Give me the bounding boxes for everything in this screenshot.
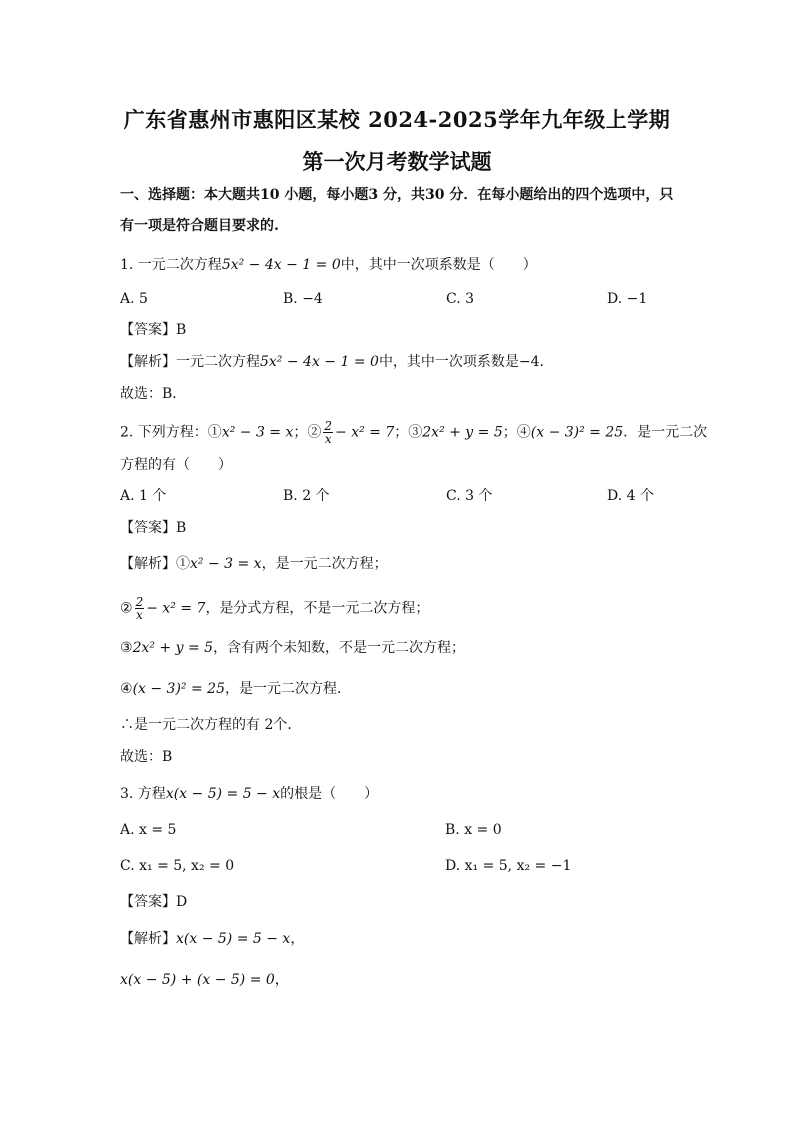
q3-stem <box>120 785 378 803</box>
q2-a4-equation: (x − 3)² = 25 <box>132 681 225 697</box>
q2-stem-prefix: 2. 下列方程：① <box>120 424 222 441</box>
q2-a4-suffix: ，是一元二次方程． <box>224 681 351 697</box>
q3-analysis-2 <box>120 971 289 989</box>
q2-a1-prefix: 【解析】① <box>120 556 190 572</box>
q2-eq1: x² − 3 = x <box>221 424 294 441</box>
q3-answer: 【答案】D <box>120 894 188 910</box>
q2-a3-prefix: ③ <box>120 640 133 656</box>
q2-analysis-3 <box>120 639 465 657</box>
q1-stem <box>120 256 537 274</box>
section-heading-line1: 一、选择题：本大题共10 小题，每小题3 分，共30 分．在每小题给出的四个选项中，只 <box>120 187 674 203</box>
q2-eq3: 2x² + y = 5 <box>422 424 503 441</box>
q2-a1-equation: x² − 3 = x <box>190 556 262 572</box>
q3-analysis-1 <box>120 930 304 948</box>
q2-eq4: (x − 3)² = 25 <box>530 424 624 441</box>
q2-a1-suffix: ，是一元二次方程； <box>261 556 388 572</box>
q2-fraction <box>323 420 333 445</box>
page-subtitle: 第一次月考数学试题 <box>302 149 492 174</box>
q1-stem-suffix: 中，其中一次项系数是（ ） <box>340 257 537 273</box>
q2-stem-end: ．是一元二次 <box>623 424 708 441</box>
q3-a2-suffix: ， <box>274 972 289 988</box>
q2-conclusion: ∴是一元二次方程的有 2个． <box>120 717 302 733</box>
q2-a2-fraction-numerator: 2 <box>135 595 144 609</box>
q1-option-a: A. 5 <box>120 291 148 307</box>
q1-equation: 5x² − 4x − 1 = 0 <box>221 257 341 273</box>
q2-a2-suffix: ，是分式方程，不是一元二次方程； <box>205 600 430 617</box>
q1-option-c: C. 3 <box>446 291 475 307</box>
q2-sep3: ；④ <box>502 424 531 441</box>
q2-answer: 【答案】B <box>120 520 187 536</box>
q1-option-b: B. −4 <box>283 291 323 307</box>
q2-fraction-denominator: x <box>324 432 332 446</box>
q3-option-a: A. x = 5 <box>120 822 177 838</box>
q1-analysis-suffix: 中，其中一次项系数是−4． <box>378 354 554 370</box>
page-title: 广东省惠州市惠阳区某校 2024-2025学年九年级上学期 <box>123 107 671 132</box>
q2-sep2: ；③ <box>394 424 423 441</box>
q3-a1-prefix: 【解析】 <box>120 931 176 947</box>
q2-sep1: ；② <box>293 424 322 441</box>
q2-a3-suffix: ，含有两个未知数，不是一元二次方程； <box>213 640 466 656</box>
q3-option-d: D. x₁ = 5, x₂ = −1 <box>445 858 572 874</box>
q1-analysis-prefix: 【解析】一元二次方程 <box>120 354 260 370</box>
q2-stem-line1 <box>120 420 707 445</box>
q1-answer: 【答案】B <box>120 322 187 338</box>
q2-fraction-numerator: 2 <box>324 419 333 433</box>
q3-a2-equation: x(x − 5) + (x − 5) = 0 <box>120 972 275 988</box>
q2-option-c: C. 3 个 <box>446 488 493 504</box>
q3-option-c: C. x₁ = 5, x₂ = 0 <box>120 858 235 874</box>
q2-a4-prefix: ④ <box>120 681 133 697</box>
q2-stem-line2: 方程的有（ ） <box>120 457 232 473</box>
section-heading-line2: 有一项是符合题目要求的. <box>120 218 279 234</box>
q2-a2-fraction-denominator: x <box>135 608 143 622</box>
q2-a2-fraction <box>135 596 145 621</box>
q3-a1-suffix: ， <box>290 931 305 947</box>
q3-stem-suffix: 的根是（ ） <box>280 786 379 802</box>
q2-analysis-4 <box>120 680 351 698</box>
q2-option-b: B. 2 个 <box>283 488 330 504</box>
q3-equation: x(x − 5) = 5 − x <box>165 786 281 802</box>
q2-analysis-1 <box>120 555 388 573</box>
q1-stem-prefix: 1. 一元二次方程 <box>120 257 222 273</box>
q2-eq2-tail: − x² = 7 <box>335 424 395 441</box>
q3-a1-equation: x(x − 5) = 5 − x <box>176 931 291 947</box>
q2-option-d: D. 4 个 <box>607 488 654 504</box>
q1-analysis-equation: 5x² − 4x − 1 = 0 <box>260 354 379 370</box>
q2-option-a: A. 1 个 <box>120 488 167 504</box>
q3-option-b: B. x = 0 <box>445 822 502 838</box>
q2-choose: 故选：B <box>120 749 173 765</box>
q1-choose: 故选：B． <box>120 386 187 402</box>
q1-analysis <box>120 353 554 371</box>
q2-a2-prefix: ② <box>120 600 133 617</box>
q2-a3-equation: 2x² + y = 5 <box>132 640 214 656</box>
q2-analysis-2 <box>120 596 429 621</box>
q1-option-d: D. −1 <box>607 291 648 307</box>
q3-stem-prefix: 3. 方程 <box>120 786 166 802</box>
q2-a2-tail: − x² = 7 <box>146 600 206 617</box>
